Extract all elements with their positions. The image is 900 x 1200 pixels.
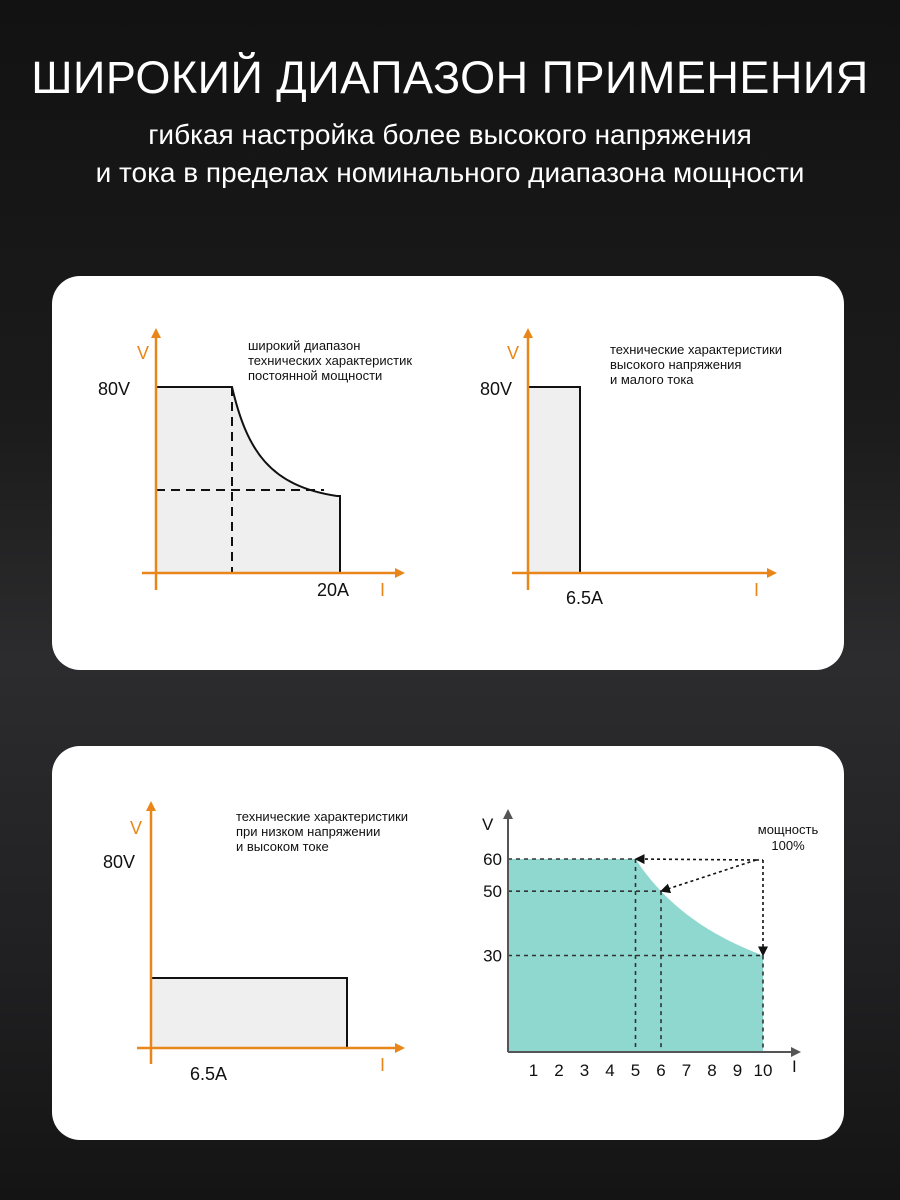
y-axis-label: V	[130, 818, 143, 838]
x-tick-label: 7	[681, 1061, 692, 1080]
x-tick-label: 10	[753, 1061, 773, 1080]
note-line: технические характеристики	[610, 342, 783, 357]
y-axis-label: V	[137, 343, 150, 363]
x-tick-label: 5	[630, 1061, 641, 1080]
power-arrow	[663, 860, 756, 891]
current-label: 6.5A	[190, 1064, 228, 1084]
subtitle-line-1: гибкая настройка более высокого напряжения	[148, 119, 752, 150]
subtitle-line-2: и тока в пределах номинального диапазона мощности	[95, 157, 805, 188]
x-axis-label: I	[754, 580, 760, 600]
bottom-card	[52, 746, 844, 1140]
x-tick-label: 3	[579, 1061, 590, 1080]
top-card	[52, 276, 844, 670]
power-label-line: мощность	[757, 822, 819, 837]
voltage-label: 80V	[480, 379, 513, 399]
x-tick-label: 1	[528, 1061, 539, 1080]
x-axis-label: I	[380, 580, 386, 600]
x-axis-label: I	[380, 1055, 386, 1075]
page-title: ШИРОКИЙ ДИАПАЗОН ПРИМЕНЕНИЯ	[31, 52, 869, 103]
x-tick-label: 8	[707, 1061, 717, 1080]
y-tick-label: 30	[483, 946, 502, 966]
note-line: и высоком токе	[236, 839, 329, 854]
x-tick-label: 2	[554, 1061, 564, 1080]
chart-high-voltage	[52, 276, 844, 670]
power-arrow	[637, 859, 756, 860]
note-line: при низком напряжении	[236, 824, 381, 839]
x-axis-label: I	[792, 1057, 797, 1076]
x-tick-label: 9	[732, 1061, 743, 1080]
note-line: постоянной мощности	[248, 368, 383, 383]
x-tick-label: 6	[656, 1061, 666, 1080]
note-line: и малого тока	[610, 372, 694, 387]
x-tick-label: 4	[605, 1061, 615, 1080]
power-label-line: 100%	[771, 838, 805, 853]
y-axis-label: V	[507, 343, 520, 363]
power-curve-chart	[52, 746, 844, 1140]
y-tick-label: 50	[483, 882, 502, 902]
y-tick-label: 60	[483, 850, 502, 869]
y-axis-label: V	[482, 815, 494, 834]
note-line: технические характеристики	[236, 809, 409, 824]
note-line: технических характеристик	[248, 353, 413, 368]
note-line: высокого напряжения	[610, 357, 742, 372]
high-voltage-region	[528, 387, 580, 573]
current-label: 6.5A	[566, 588, 604, 608]
note-line: широкий диапазон	[248, 338, 361, 353]
voltage-label: 80V	[103, 852, 136, 872]
voltage-label: 80V	[98, 379, 131, 399]
current-label: 20A	[317, 580, 350, 600]
page-subtitle	[0, 116, 900, 192]
